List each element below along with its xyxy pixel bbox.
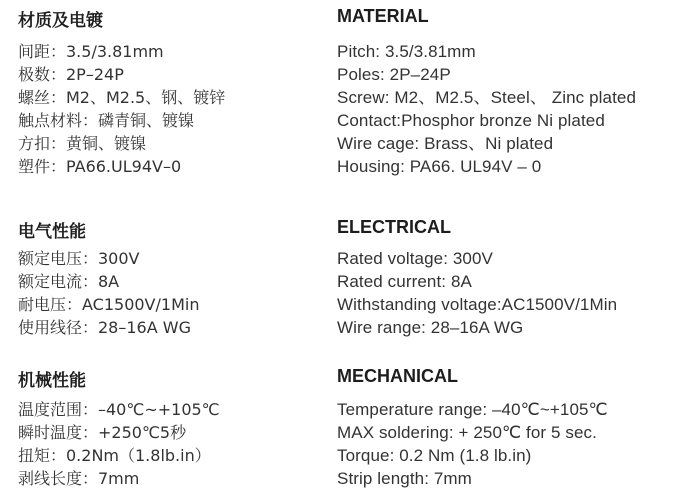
spec-line-pitch-en: Pitch: 3.5/3.81mm: [337, 42, 476, 61]
mechanical-heading-cn: 机械性能: [18, 371, 86, 391]
electrical-heading-cn: 电气性能: [18, 222, 86, 242]
spec-line-wire-range-en: Wire range: 28–16A WG: [337, 318, 524, 337]
electrical-heading-en: ELECTRICAL: [337, 217, 451, 237]
mechanical-list-en: [337, 398, 608, 490]
spec-line-torque-en: Torque: 0.2 Nm (1.8 lb.in): [337, 446, 532, 465]
spec-line-temperature-cn: 温度范围：–40℃~+105℃: [18, 400, 220, 419]
spec-line-withstanding-voltage-en: Withstanding voltage:AC1500V/1Min: [337, 295, 618, 314]
spec-line-screw-en: Screw: M2、M2.5、Steel、 Zinc plated: [337, 88, 637, 107]
spec-line-screw-cn: 螺丝：M2、M2.5、钢、镀锌: [18, 88, 226, 107]
spec-line-strip-length-en: Strip length: 7mm: [337, 469, 472, 488]
electrical-list-cn: [18, 247, 199, 339]
spec-line-wire-cage-cn: 方扣：黄铜、镀镍: [18, 134, 147, 153]
material-list-en: [337, 40, 636, 178]
spec-line-poles-en: Poles: 2P–24P: [337, 65, 451, 84]
spec-line-rated-voltage-en: Rated voltage: 300V: [337, 249, 493, 268]
spec-line-wire-cage-en: Wire cage: Brass、Ni plated: [337, 134, 554, 153]
spec-line-withstanding-voltage-cn: 耐电压：AC1500V/1Min: [18, 295, 200, 314]
spec-line-soldering-en: MAX soldering: + 250℃ for 5 sec.: [337, 423, 597, 442]
material-heading-cn: 材质及电镀: [18, 11, 103, 31]
spec-line-contact-en: Contact:Phosphor bronze Ni plated: [337, 111, 605, 130]
spec-line-poles-cn: 极数：2P–24P: [18, 65, 124, 84]
spec-line-temperature-en: Temperature range: –40℃~+105℃: [337, 400, 608, 419]
spec-line-wire-range-cn: 使用线径：28–16A WG: [18, 318, 191, 337]
spec-line-housing-cn: 塑件：PA66.UL94V–0: [18, 157, 182, 176]
spec-line-rated-current-cn: 额定电流：8A: [18, 272, 120, 291]
spec-line-rated-current-en: Rated current: 8A: [337, 272, 472, 291]
material-list-cn: [18, 40, 225, 178]
material-heading-en: MATERIAL: [337, 6, 429, 26]
spec-line-soldering-cn: 瞬时温度：+250℃5秒: [18, 423, 187, 442]
spec-line-torque-cn: 扭矩：0.2Nm（1.8lb.in）: [18, 446, 211, 465]
spec-line-housing-en: Housing: PA66. UL94V – 0: [337, 157, 542, 176]
mechanical-list-cn: [18, 398, 220, 490]
electrical-list-en: [337, 247, 617, 339]
spec-line-strip-length-cn: 剥线长度：7mm: [18, 469, 140, 488]
mechanical-heading-en: MECHANICAL: [337, 366, 458, 386]
spec-line-rated-voltage-cn: 额定电压：300V: [18, 249, 140, 268]
spec-line-pitch-cn: 间距：3.5/3.81mm: [18, 42, 164, 61]
spec-line-contact-cn: 触点材料：磷青铜、镀镍: [18, 111, 195, 130]
